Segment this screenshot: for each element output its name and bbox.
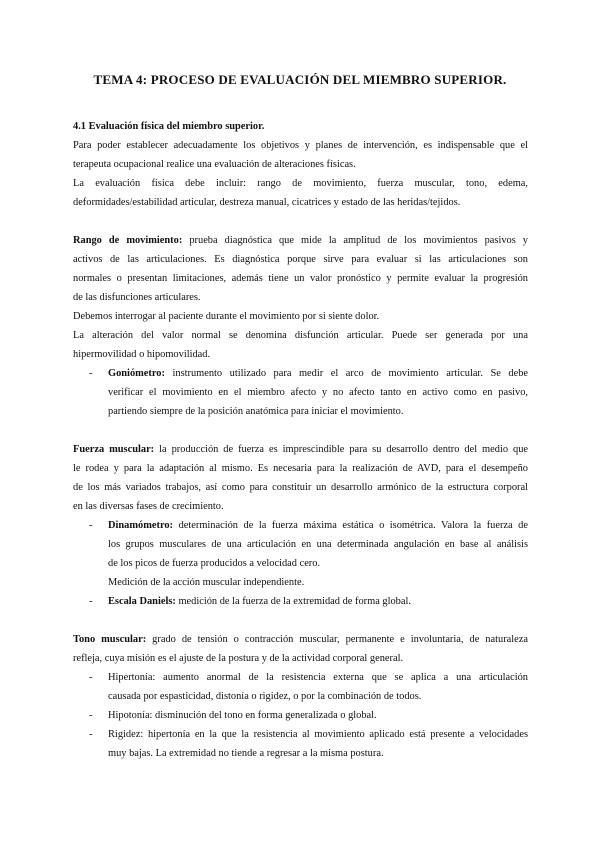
paragraph-line: La evaluación física debe incluir: rango de movimiento, fuerza muscular, tono, edema, bbox=[73, 178, 528, 189]
list-item-escala-daniels: - Escala Daniels: medición de la fuerza de la extremidad de forma global. bbox=[73, 592, 528, 611]
list-item-line: los grupos musculares de una articulación en una determinada angulación en base al análisis bbox=[108, 539, 528, 550]
paragraph-line: Para poder establecer adecuadamente los objetivos y planes de intervención, es indispensable que el bbox=[73, 140, 528, 151]
document-body bbox=[73, 117, 528, 763]
paragraph-line: en las diversas fases de crecimiento. bbox=[73, 501, 224, 512]
rango-term: Rango de movimiento: bbox=[73, 235, 183, 246]
paragraph-line: de las disfunciones articulares. bbox=[73, 292, 201, 303]
list-item-hipotonia: - Hipotonía: disminución del tono en forma generalizada o global. bbox=[73, 706, 528, 725]
bullet-dash: - bbox=[89, 596, 93, 607]
dinamometro-term: Dinamómetro: bbox=[108, 520, 174, 531]
paragraph-line: La alteración del valor normal se denomina disfunción articular. Puede ser generada por una bbox=[73, 330, 528, 341]
list-item-goniometro: - Goniómetro: instrumento utilizado para medir el arco de movimiento articular. Se debe bbox=[73, 364, 528, 383]
list-item-dinamometro: - Dinamómetro: determinación de la fuerza máxima estática o isométrica. Valora la fuerza de bbox=[73, 516, 528, 535]
list-item-line: verificar el movimiento en el miembro afecto y no afecto tanto en activo como en pasivo, bbox=[108, 387, 528, 398]
list-item-rigidez: - Rigidez: hipertonía en la que la resistencia al movimiento aplicado está presente a velocidades bbox=[73, 725, 528, 744]
list-item-line: partiendo siempre de la posición anatómica para iniciar el movimiento. bbox=[108, 406, 404, 417]
bullet-dash: - bbox=[89, 368, 93, 379]
paragraph-line: activos de las articulaciones. Es diagnóstica porque sirve para evaluar si las articulaciones son bbox=[73, 254, 528, 265]
paragraph-line: Debemos interrogar al paciente durante el movimiento por si siente dolor. bbox=[73, 311, 380, 322]
paragraph-line: terapeuta ocupacional realice una evaluación de alteraciones físicas. bbox=[73, 159, 356, 170]
paragraph-line: de los más variados trabajos, así como para constituir un desarrollo armónico de la estructura corporal bbox=[73, 482, 528, 493]
fuerza-term: Fuerza muscular: bbox=[73, 444, 155, 455]
tono-definition: Tono muscular: grado de tensión o contracción muscular, permanente e involuntaria, de naturaleza bbox=[73, 634, 528, 645]
escala-daniels-term: Escala Daniels: bbox=[108, 596, 176, 607]
fuerza-definition: Fuerza muscular: la producción de fuerza es imprescindible para su desarrollo dentro del medio que bbox=[73, 444, 528, 455]
list-item-line: muy bajas. La extremidad no tiende a regresar a la misma postura. bbox=[108, 748, 384, 759]
paragraph-line: le rodea y para la adaptación al mismo. Es necesaria para la realización de AVD, para el desempeño bbox=[73, 463, 528, 474]
bullet-dash: - bbox=[89, 729, 93, 740]
section-heading: 4.1 Evaluación física del miembro superior. bbox=[73, 121, 265, 132]
list-item-line: causada por espasticidad, distonía o rigidez, o por la combinación de todos. bbox=[108, 691, 422, 702]
bullet-dash: - bbox=[89, 520, 93, 531]
paragraph-line: hipermovilidad o hipomovilidad. bbox=[73, 349, 211, 360]
rango-definition: Rango de movimiento: prueba diagnóstica que mide la amplitud de los movimientos pasivos y bbox=[73, 235, 528, 246]
paragraph-line: normales o presentan limitaciones, además tiene un valor pronóstico y permite evaluar la progresión bbox=[73, 273, 528, 284]
goniometro-term: Goniómetro: bbox=[108, 368, 165, 379]
list-item-line: de los picos de fuerza producidos a velocidad cero. bbox=[108, 558, 321, 569]
page-title: TEMA 4: PROCESO DE EVALUACIÓN DEL MIEMBRO SUPERIOR. bbox=[93, 72, 507, 87]
paragraph-line: refleja, cuya misión es el ajuste de la postura y de la actividad corporal general. bbox=[73, 653, 404, 664]
bullet-dash: - bbox=[89, 672, 93, 683]
tono-term: Tono muscular: bbox=[73, 634, 147, 645]
paragraph-line: deformidades/estabilidad articular, destreza manual, cicatrices y estado de las heridas/tejidos. bbox=[73, 197, 461, 208]
list-item-hipertonia: - Hipertonía: aumento anormal de la resistencia externa que se aplica a una articulación bbox=[73, 668, 528, 687]
bullet-dash: - bbox=[89, 710, 93, 721]
list-item-line: Medición de la acción muscular independiente. bbox=[108, 577, 305, 588]
